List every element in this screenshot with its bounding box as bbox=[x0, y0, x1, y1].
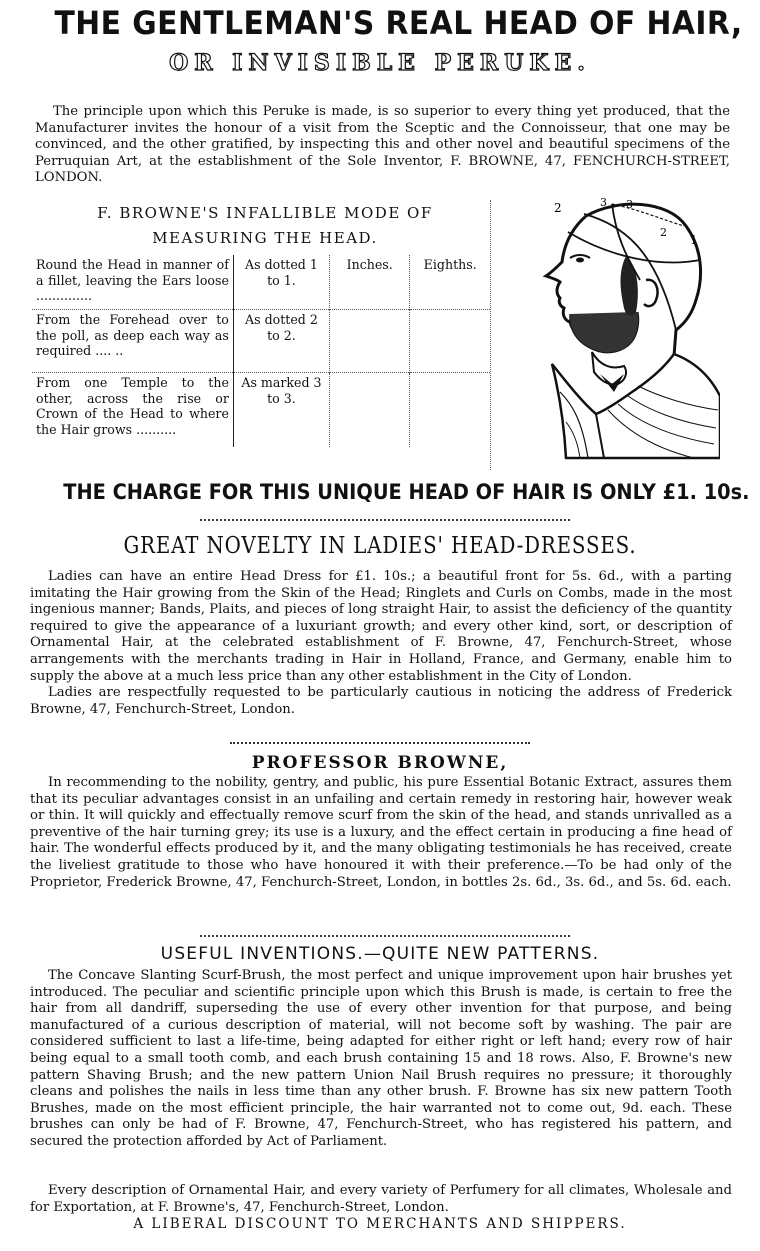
discount-line: A LIBERAL DISCOUNT TO MERCHANTS AND SHIPPERS. bbox=[133, 1216, 627, 1232]
divider-rule bbox=[200, 519, 570, 521]
novelty-section bbox=[30, 569, 732, 718]
measuring-heading-line1: F. BROWNE'S INFALLIBLE MODE OF bbox=[97, 204, 433, 222]
eighths-cell bbox=[410, 310, 490, 373]
table-row bbox=[32, 255, 490, 310]
measuring-heading-line2: MEASURING THE HEAD. bbox=[152, 229, 378, 247]
every-paragraph: Every description of Ornamental Hair, and every variety of Perfumery for all climates, Wholesale and for Exportation, at F. Browne's, 47, Fenchurch-Street, London. bbox=[30, 1183, 732, 1215]
table-divider bbox=[490, 200, 491, 470]
main-title: THE GENTLEMAN'S REAL HEAD OF HAIR, bbox=[54, 4, 743, 42]
measurement-table bbox=[32, 255, 490, 447]
divider-rule bbox=[200, 935, 570, 937]
divider-rule bbox=[230, 742, 530, 744]
row-dotted: As marked 3 to 3. bbox=[233, 373, 329, 448]
professor-heading: PROFESSOR BROWNE, bbox=[251, 753, 509, 773]
subtitle: OR INVISIBLE PERUKE. bbox=[169, 50, 591, 76]
svg-text:2: 2 bbox=[554, 201, 562, 215]
eighths-cell bbox=[410, 373, 490, 448]
column-inches: Inches. bbox=[330, 255, 410, 310]
row-description: From the Forehead over to the poll, as deep each way as required .... .. bbox=[32, 310, 233, 373]
inches-cell bbox=[330, 310, 410, 373]
novelty-paragraph-2: Ladies are respectfully requested to be particularly cautious in noticing the address of Frederick Browne, 47, Fenchurch-Street, London. bbox=[30, 685, 732, 717]
head-measurement-figure-icon bbox=[508, 196, 720, 462]
row-dotted: As dotted 2 to 2. bbox=[233, 310, 329, 373]
row-description: Round the Head in manner of a fillet, leaving the Ears loose .............. bbox=[32, 255, 233, 310]
novelty-heading: GREAT NOVELTY IN LADIES' HEAD-DRESSES. bbox=[123, 533, 637, 559]
useful-paragraph: The Concave Slanting Scurf-Brush, the most perfect and unique improvement upon hair brushes yet introduced. The peculiar and scientific principle upon which this Brush is made, is certain to free the hair from all dandriff, superseding the use of every other invention for that purpose, and being manufactured of a curious description of material, will not become soft by washing. The pair are considered sufficient to last a life-time, being adapted for either right or left hand; every row of hair being equal to a small tooth comb, and each brush containing 15 and 18 rows. Also, F. Browne's new pattern Shaving Brush; and the new pattern Union Nail Brush requires no pressure; it thoroughly cleans and polishes the nails in less time than any other brush. F. Browne has six new pattern Tooth Brushes, made on the most efficient principle, the hair warranted not to come out, 9d. each. These brushes can only be had of F. Browne, 47, Fenchurch-Street, who has registered his pattern, and secured the protection afforded by Act of Parliament. bbox=[30, 968, 732, 1149]
professor-paragraph: In recommending to the nobility, gentry, and public, his pure Essential Botanic Extract, assures them that its peculiar advantages consist in an unfailing and certain remedy in restoring hair, however weak or thin. It will quickly and effectually remove scurf from the skin of the head, and stands unrivalled as a preventive of the hair turning grey; its use is a luxury, and the effect certain in producing a fine head of hair. The wonderful effects produced by it, and the many obligating testimonials he has received, create the liveliest gratitude to those who have honoured it with their preference.—To be had only of the Proprietor, Frederick Browne, 47, Fenchurch-Street, London, in bottles 2s. 6d., 3s. 6d., and 5s. 6d. each. bbox=[30, 775, 732, 890]
svg-text:3: 3 bbox=[626, 198, 633, 211]
row-dotted: As dotted 1 to 1. bbox=[233, 255, 329, 310]
intro-paragraph: The principle upon which this Peruke is made, is so superior to every thing yet produced, that the Manufacturer invites the honour of a visit from the Sceptic and the Connoisseur, that one may be convinced, and the other gratified, by inspecting this and other novel and beautiful specimens of the Perruquian Art, at the establishment of the Sole Inventor, F. BROWNE, 47, FENCHURCH-STREET, LONDON. bbox=[35, 104, 730, 186]
useful-heading: USEFUL INVENTIONS.—QUITE NEW PATTERNS. bbox=[160, 944, 600, 964]
svg-text:2: 2 bbox=[660, 226, 667, 239]
charge-line: THE CHARGE FOR THIS UNIQUE HEAD OF HAIR IS ONLY £1. 10s. bbox=[63, 480, 750, 505]
inches-cell bbox=[330, 373, 410, 448]
column-eighths: Eighths. bbox=[423, 257, 477, 272]
svg-text:3: 3 bbox=[600, 196, 607, 209]
svg-text:1: 1 bbox=[690, 233, 698, 247]
row-description: From one Temple to the other, across the rise or Crown of the Head to where the Hair grows .......... bbox=[32, 373, 233, 448]
table-row bbox=[32, 310, 490, 373]
table-row bbox=[32, 373, 490, 448]
novelty-paragraph-1: Ladies can have an entire Head Dress for £1. 10s.; a beautiful front for 5s. 6d., with a parting imitating the Hair growing from the Skin of the Head; Ringlets and Curls on Combs, made in the most ingenious manner; Bands, Plaits, and pieces of long straight Hair, to assist the deficiency of the quantity required to give the appearance of a luxuriant growth; and every other kind, sort, or description of Ornamental Hair, at the celebrated establishment of F. Browne, 47, Fenchurch-Street, whose arrangements with the merchants trading in Hair in Holland, France, and Germany, enable him to supply the above at a much less price than any other establishment in the City of London. bbox=[30, 569, 732, 684]
measuring-heading bbox=[55, 201, 475, 251]
